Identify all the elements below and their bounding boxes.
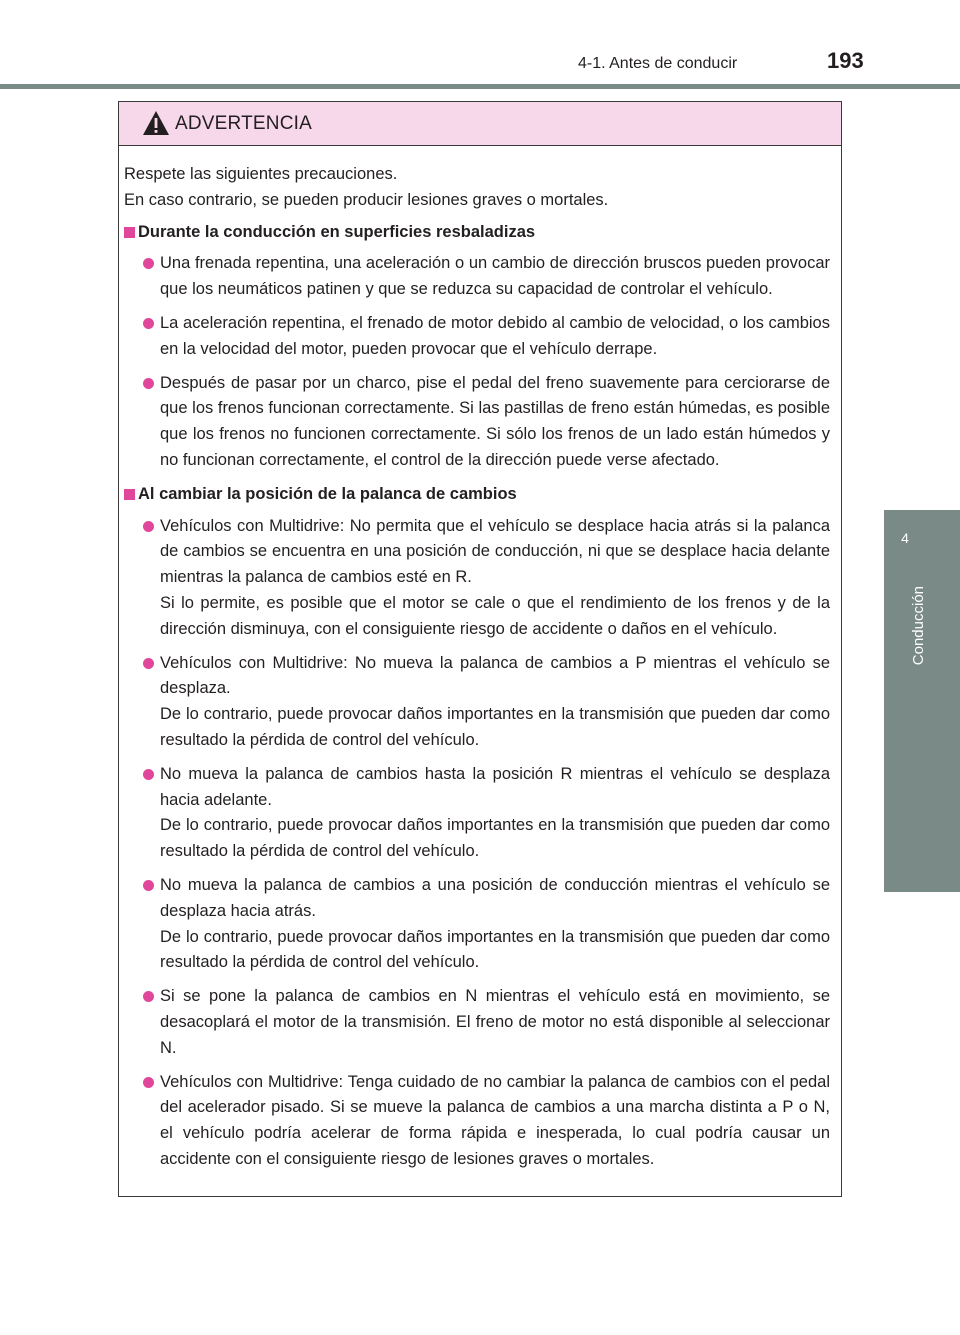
- bullet-text: Si se pone la palanca de cambios en N mientras el vehículo está en movimiento, se desacoplará el motor de la transmisión. El freno de motor no está disponible al seleccionar N.: [160, 987, 830, 1057]
- warning-triangle-icon: [142, 110, 170, 136]
- bullet-text: La aceleración repentina, el frenado de motor debido al cambio de velocidad, o los cambios en la velocidad del motor, pueden provocar que el vehículo derrape.: [160, 313, 830, 358]
- bullet-item: [124, 651, 830, 754]
- header-rule: [0, 84, 960, 89]
- bullet-text: Después de pasar por un charco, pise el pedal del freno suavemente para cerciorarse de que los frenos funcionan correctamente. Si las pastillas de freno están húmedas, es posible que los frenos no funcionen correctamente. Si sólo los frenos de un lado están húmedos y no funcionan correctamente, el control de la dirección puede verse afectado.: [160, 373, 830, 469]
- chapter-title: Conducción: [910, 586, 927, 666]
- bullet-item: [124, 311, 830, 363]
- bullet-text: Vehículos con Multidrive: Tenga cuidado de no cambiar la palanca de cambios con el pedal del acelerador pisado. Si se mueve la palanca de cambios a una marcha distinta a P o N, el vehículo podría acelerar de forma rápida e inesperada, lo cual podría causar un accidente con el consiguiente riesgo de lesiones graves o mortales.: [160, 1072, 830, 1168]
- bullet-item: [124, 762, 830, 865]
- circle-bullet-icon: [143, 880, 154, 891]
- section-heading-text: Al cambiar la posición de la palanca de cambios: [138, 484, 517, 503]
- intro-line: En caso contrario, se pueden producir lesiones graves o mortales.: [124, 190, 609, 209]
- bullet-text: De lo contrario, puede provocar daños importantes en la transmisión que pueden dar como resultado la pérdida de control del vehículo.: [160, 816, 830, 861]
- chapter-number: 4: [901, 530, 909, 546]
- bullet-text: Vehículos con Multidrive: No permita que el vehículo se desplace hacia atrás si la palanca de cambios se encuentra en una posición de conducción, ni que se desplace hacia delante mientras la palanca de cambios esté en R.: [160, 516, 830, 587]
- bullet-item: [124, 371, 830, 474]
- circle-bullet-icon: [143, 1077, 154, 1088]
- circle-bullet-icon: [143, 258, 154, 269]
- header-section-title: 4-1. Antes de conducir: [578, 55, 738, 72]
- warning-header: [119, 102, 841, 146]
- bullet-text: De lo contrario, puede provocar daños importantes en la transmisión que pueden dar como resultado la pérdida de control del vehículo.: [160, 927, 830, 972]
- square-bullet-icon: [124, 489, 135, 500]
- bullet-text: Una frenada repentina, una aceleración o un cambio de dirección bruscos pueden provocar que los neumáticos patinen y que se reduzca su capacidad de controlar el vehículo.: [160, 254, 830, 299]
- section-heading-text: Durante la conducción en superficies resbaladizas: [138, 222, 536, 241]
- bullet-text: No mueva la palanca de cambios hasta la posición R mientras el vehículo se desplaza hacia adelante.: [160, 764, 830, 809]
- bullet-item: [124, 1070, 830, 1173]
- circle-bullet-icon: [143, 658, 154, 669]
- bullet-text: Vehículos con Multidrive: No mueva la palanca de cambios a P mientras el vehículo se desplaza.: [160, 653, 830, 698]
- bullet-text: De lo contrario, puede provocar daños importantes en la transmisión que pueden dar como resultado la pérdida de control del vehículo.: [160, 705, 830, 749]
- circle-bullet-icon: [143, 318, 154, 329]
- bullet-text: Si lo permite, es posible que el motor se cale o que el rendimiento de los frenos y de la dirección disminuya, con el consiguiente riesgo de accidente o daños en el vehículo.: [160, 593, 830, 638]
- warning-content: [119, 146, 841, 1173]
- page-number: 193: [827, 48, 864, 73]
- section-heading: [124, 220, 830, 246]
- circle-bullet-icon: [143, 521, 154, 532]
- bullet-item: [124, 984, 830, 1061]
- circle-bullet-icon: [143, 769, 154, 780]
- bullet-item: [124, 251, 830, 303]
- section-heading: [124, 482, 830, 508]
- intro-line: Respete las siguientes precauciones.: [124, 165, 398, 183]
- warning-title: ADVERTENCIA: [175, 113, 312, 134]
- circle-bullet-icon: [143, 378, 154, 389]
- square-bullet-icon: [124, 227, 135, 238]
- circle-bullet-icon: [143, 991, 154, 1002]
- warning-box: [118, 101, 842, 1197]
- warning-intro: [124, 162, 830, 214]
- bullet-item: [124, 514, 830, 643]
- bullet-text: No mueva la palanca de cambios a una posición de conducción mientras el vehículo se desplaza hacia atrás.: [160, 875, 830, 920]
- bullet-item: [124, 873, 830, 976]
- chapter-side-tab: [884, 510, 960, 892]
